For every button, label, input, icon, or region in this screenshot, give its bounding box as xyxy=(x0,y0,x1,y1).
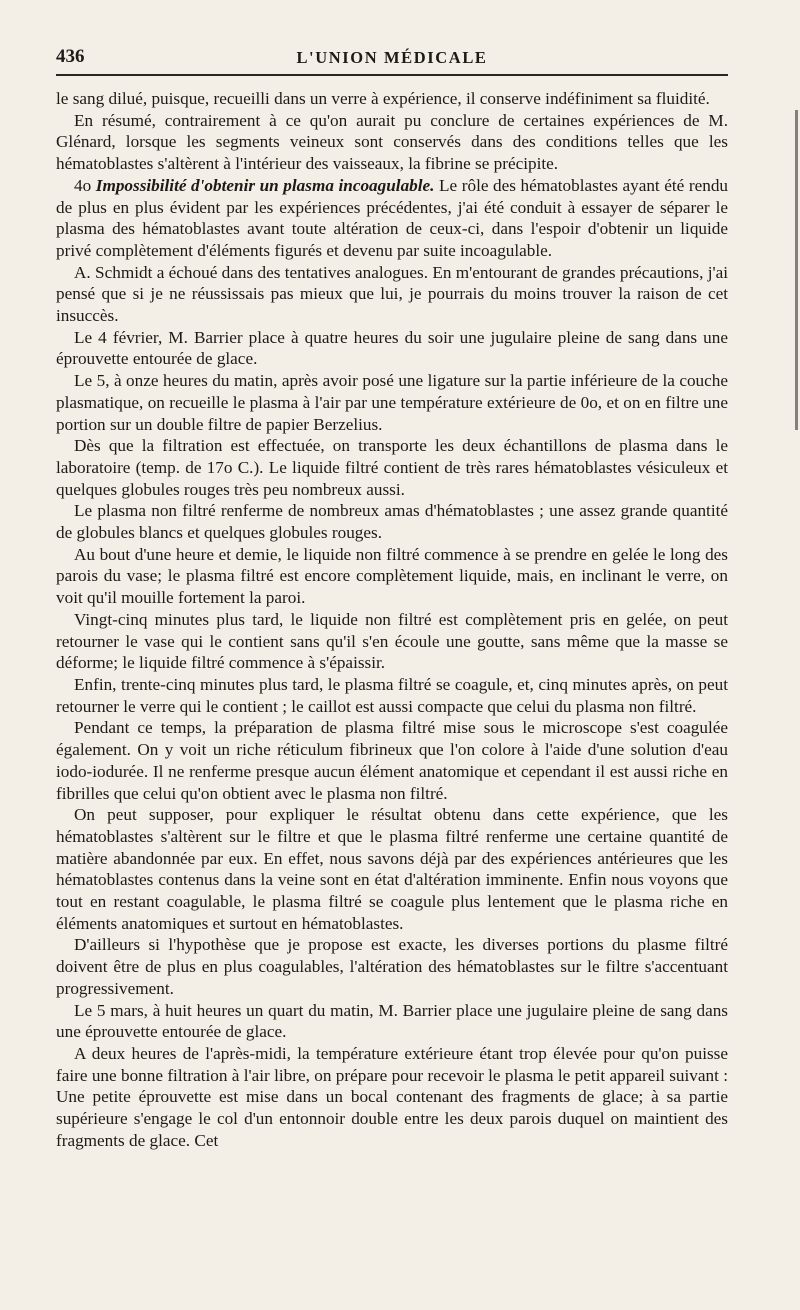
paragraph-text: Le 5 mars, à huit heures un quart du matin, M. Barrier place une jugulaire pleine de sang dans une éprouvette entourée de glace. xyxy=(56,1000,728,1042)
running-header xyxy=(56,40,728,76)
paragraph xyxy=(56,717,728,804)
paragraph-text: Vingt-cinq minutes plus tard, le liquide non filtré est complètement pris en gelée, on peut retourner le vase qui le contient sans qu'il s'en écoule une goutte, sans même que la masse se déforme; le liquide filtré commence à s'épaissir. xyxy=(56,609,728,673)
paragraph-text: On peut supposer, pour expliquer le résultat obtenu dans cette expérience, que les hématoblastes s'altèrent sur le filtre et que le plasma filtré renferme une certaine quantité de matière abandonnée par eux. En effet, nous savons déjà par des expériences antérieures que les hématoblastes contenus dans la veine sont en état d'altération imminente. Enfin nous voyons que tout en restant coagulable, le plasma filtré se coagule plus lentement que le plasma riche en éléments anatomiques et surtout en hématoblastes. xyxy=(56,805,728,933)
paragraph xyxy=(56,544,728,609)
paragraph-text: Le plasma non filtré renferme de nombreux amas d'hématoblastes ; une assez grande quantité de globules blancs et quelques globules rouges. xyxy=(56,501,728,543)
paragraph xyxy=(56,804,728,934)
paragraph-text: En résumé, contrairement à ce qu'on aurait pu conclure de certaines expériences de M. Glénard, lorsque les segments veineux sont conservés dans des conditions telles que les hématoblastes s'altèrent à l'intérieur des vaisseaux, la fibrine se précipite. xyxy=(56,110,728,174)
paragraph-text: A. Schmidt a échoué dans des tentatives analogues. En m'entourant de grandes précautions, j'ai pensé que si je ne réussissais pas mieux que lui, je pourrais du moins trouver la raison de cet insuccès. xyxy=(56,262,728,326)
paragraph-text: D'ailleurs si l'hypothèse que je propose est exacte, les diverses portions du plasme filtré doivent être de plus en plus coagulables, l'altération des hématoblastes sur le filtre s'accentuant progressivement. xyxy=(56,935,728,998)
paragraph xyxy=(56,609,728,674)
paragraph-text: A deux heures de l'après-midi, la température extérieure étant trop élevée pour qu'on puisse faire une bonne filtration à l'air libre, on prépare pour recevoir le plasma le petit appareil suivant : Une petite éprouvette est mise dans un bocal contenant des fragments de glace; à sa partie supérieure s'engage le col d'un entonnoir double entre les deux parois duquel on maintient des fragments de glace. Cet xyxy=(56,1043,728,1150)
paragraph xyxy=(56,674,728,717)
paragraph xyxy=(56,88,728,110)
paragraph xyxy=(56,370,728,435)
paragraph xyxy=(56,934,728,999)
body-text xyxy=(56,88,728,1151)
paragraph xyxy=(56,435,728,500)
paragraph xyxy=(56,500,728,543)
paragraph-text: Enfin, trente-cinq minutes plus tard, le plasma filtré se coagule, et, cinq minutes après, on peut retourner le verre qui le contient ; le caillot est aussi compacte que celui du plasma non filtré. xyxy=(56,674,728,716)
page-edge-mark xyxy=(795,110,798,430)
paragraph xyxy=(56,1000,728,1043)
paragraph-text: Pendant ce temps, la préparation de plasma filtré mise sous le microscope s'est coagulée également. On y voit un riche réticulum fibrineux que l'on colore à l'aide d'une solution d'eau iodo-iodurée. Il ne renferme presque aucun élément anatomique et cependant il est aussi riche en fibrilles que celui qu'on obtient avec le plasma non filtré. xyxy=(56,718,728,803)
section-heading: Impossibilité d'obtenir un plasma incoagulable. xyxy=(95,175,435,195)
paragraph-text: Le 5, à onze heures du matin, après avoir posé une ligature sur la partie inférieure de la couche plasmatique, on recueille le plasma à l'air par une température extérieure de 0o, et on en filtre une portion sur un double filtre de papier Berzelius. xyxy=(56,371,728,434)
paragraph xyxy=(56,175,728,262)
paragraph xyxy=(56,262,728,327)
journal-title: L'UNION MÉDICALE xyxy=(296,48,488,67)
paragraph-text: Dès que la filtration est effectuée, on transporte les deux échantillons de plasma dans le laboratoire (temp. de 17o C.). Le liquide filtré contient de très rares hématoblastes vésiculeux et quelques globules rouges très peu nombreux aussi. xyxy=(56,436,728,499)
paragraph-text: Au bout d'une heure et demie, le liquide non filtré commence à se prendre en gelée le long des parois du vase; le plasma filtré est encore complètement liquide, mais, en inclinant le verre, on voit qu'il mouille fortement la paroi. xyxy=(56,544,728,608)
paragraph-text: Le 4 février, M. Barrier place à quatre heures du soir une jugulaire pleine de sang dans une éprouvette entourée de glace. xyxy=(56,327,728,369)
paragraph-text: le sang dilué, puisque, recueilli dans un verre à expérience, il conserve indéfiniment sa fluidité. xyxy=(56,89,710,108)
paragraph xyxy=(56,1043,728,1152)
page-number: 436 xyxy=(56,46,85,67)
paragraph xyxy=(56,110,728,175)
section-number: 4o xyxy=(74,175,92,195)
paragraph-text: Le rôle des hématoblastes ayant été rendu de plus en plus évident par les expériences précédentes, j'ai été conduit à essayer de séparer le plasma des hématoblastes avant toute altération de ceux-ci, dans l'espoir d'obtenir un liquide privé complètement d'éléments figurés et devenu par suite incoagulable. xyxy=(56,175,729,260)
paragraph xyxy=(56,327,728,370)
